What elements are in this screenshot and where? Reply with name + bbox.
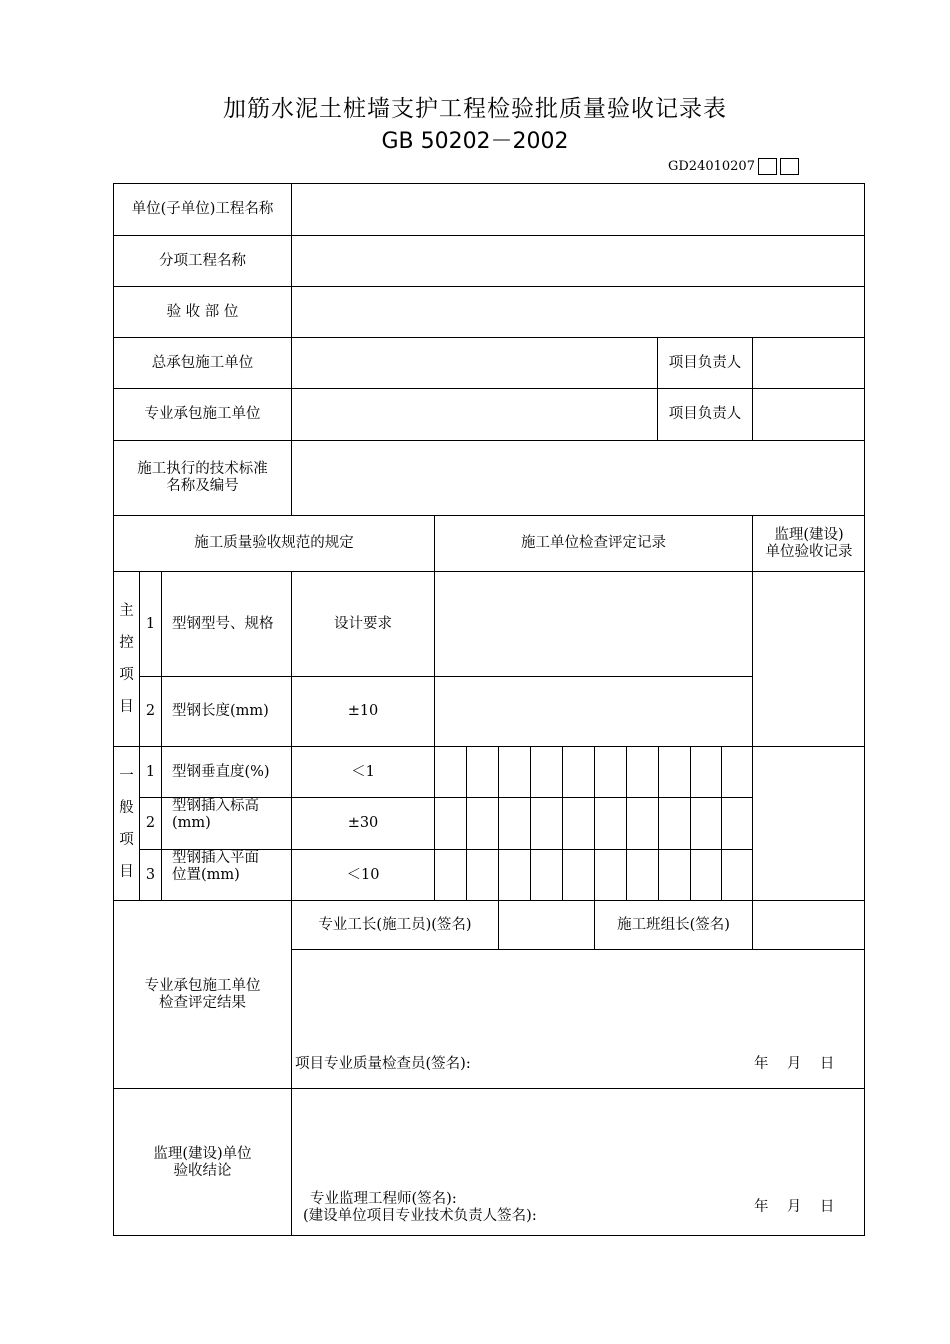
unit-project-name-label: 单位(子单位)工程名称 bbox=[113, 183, 291, 235]
team-leader-signature-label: 施工班组长(签名) bbox=[594, 900, 752, 949]
measure-cell[interactable] bbox=[658, 746, 690, 797]
spec-header: 施工质量验收规范的规定 bbox=[113, 515, 434, 571]
general-char: 一 bbox=[119, 767, 134, 784]
specialty-result-label bbox=[113, 900, 291, 1088]
measure-cell[interactable] bbox=[530, 797, 562, 849]
general-item-2-name-line1: 型钢插入标高 bbox=[172, 798, 259, 814]
measure-cell[interactable] bbox=[626, 849, 658, 900]
main-item-2-no: 2 bbox=[139, 676, 161, 746]
general-item-2-name-line2: (mm) bbox=[172, 815, 211, 831]
measure-cell[interactable] bbox=[434, 797, 466, 849]
measure-cell[interactable] bbox=[498, 746, 530, 797]
unit-project-name-field[interactable] bbox=[291, 183, 865, 235]
general-label bbox=[113, 746, 139, 900]
general-contractor-label: 总承包施工单位 bbox=[113, 337, 291, 388]
general-item-2-no: 2 bbox=[139, 797, 161, 849]
form-title: 加筋水泥土桩墙支护工程检验批质量验收记录表 bbox=[223, 96, 727, 122]
general-char: 项 bbox=[119, 831, 134, 848]
form-code-text: GD24010207 bbox=[668, 159, 755, 174]
measure-cell[interactable] bbox=[690, 849, 721, 900]
general-item-1-no: 1 bbox=[139, 746, 161, 797]
general-item-3-name bbox=[161, 849, 291, 900]
quality-inspector-signature: 项目专业质量检查员(签名): bbox=[295, 1056, 471, 1072]
measure-cell[interactable] bbox=[721, 797, 752, 849]
measure-cell[interactable] bbox=[594, 746, 626, 797]
measure-cell[interactable] bbox=[498, 797, 530, 849]
foreman-signature-field[interactable] bbox=[498, 900, 594, 949]
specialty-result-label-line1: 专业承包施工单位 bbox=[144, 977, 261, 994]
supervision-conclusion-label bbox=[113, 1088, 291, 1236]
main-item-2-record[interactable] bbox=[434, 676, 752, 746]
main-control-char: 主 bbox=[119, 603, 134, 619]
general-char: 目 bbox=[119, 863, 134, 880]
specialty-result-date: 年 月 日 bbox=[754, 1056, 835, 1072]
main-item-1-requirement: 设计要求 bbox=[291, 571, 434, 676]
general-item-3-requirement: ＜10 bbox=[291, 849, 434, 900]
general-contractor-field[interactable] bbox=[291, 337, 657, 388]
measure-cell[interactable] bbox=[530, 746, 562, 797]
specialty-contractor-field[interactable] bbox=[291, 388, 657, 440]
measure-cell[interactable] bbox=[562, 849, 594, 900]
standard-number: GB 50202－2002 bbox=[381, 129, 569, 154]
check-record-header: 施工单位检查评定记录 bbox=[434, 515, 752, 571]
tech-standard-label-line2: 名称及编号 bbox=[166, 478, 239, 494]
general-item-1-name: 型钢垂直度(%) bbox=[161, 746, 291, 797]
measure-cell[interactable] bbox=[690, 746, 721, 797]
main-control-char: 目 bbox=[119, 699, 134, 715]
main-item-1-record[interactable] bbox=[434, 571, 752, 676]
main-control-supervision-record[interactable] bbox=[752, 571, 865, 746]
team-leader-signature-field[interactable] bbox=[752, 900, 865, 949]
main-control-char: 控 bbox=[119, 635, 134, 651]
owner-tech-leader-signature: (建设单位项目专业技术负责人签名): bbox=[303, 1208, 537, 1224]
general-item-3-name-line2: 位置(mm) bbox=[172, 867, 240, 883]
specialty-result-label-line2: 检查评定结果 bbox=[159, 994, 246, 1011]
tech-standard-label bbox=[113, 440, 291, 515]
supervision-engineer-signature: 专业监理工程师(签名): bbox=[310, 1191, 457, 1207]
code-box-1[interactable] bbox=[758, 158, 777, 175]
measure-cell[interactable] bbox=[690, 797, 721, 849]
measure-cell[interactable] bbox=[434, 746, 466, 797]
form-code bbox=[668, 158, 799, 176]
general-supervision-record[interactable] bbox=[752, 746, 865, 900]
measure-cell[interactable] bbox=[594, 797, 626, 849]
general-char: 般 bbox=[119, 799, 134, 816]
main-control-char: 项 bbox=[119, 667, 134, 683]
main-item-1-no: 1 bbox=[139, 571, 161, 676]
foreman-signature-label: 专业工长(施工员)(签名) bbox=[291, 900, 498, 949]
measure-cell[interactable] bbox=[594, 849, 626, 900]
tech-standard-label-line1: 施工执行的技术标准 bbox=[137, 461, 268, 477]
specialty-project-leader-label: 项目负责人 bbox=[657, 388, 752, 440]
measure-cell[interactable] bbox=[562, 797, 594, 849]
main-item-1-name: 型钢型号、规格 bbox=[161, 571, 291, 676]
supervision-header-line2: 单位验收记录 bbox=[765, 543, 853, 560]
general-project-leader-field[interactable] bbox=[752, 337, 865, 388]
sub-project-name-label: 分项工程名称 bbox=[113, 235, 291, 286]
tech-standard-field[interactable] bbox=[291, 440, 865, 515]
supervision-header-line1: 监理(建设) bbox=[774, 526, 844, 543]
code-box-2[interactable] bbox=[780, 158, 799, 175]
measure-cell[interactable] bbox=[626, 797, 658, 849]
measure-cell[interactable] bbox=[466, 746, 498, 797]
measure-cell[interactable] bbox=[434, 849, 466, 900]
sub-project-name-field[interactable] bbox=[291, 235, 865, 286]
main-item-2-requirement: ±10 bbox=[291, 676, 434, 746]
general-item-2-name bbox=[161, 797, 291, 849]
measure-cell[interactable] bbox=[530, 849, 562, 900]
supervision-conclusion-label-line2: 验收结论 bbox=[173, 1162, 232, 1179]
measure-cell[interactable] bbox=[658, 849, 690, 900]
measure-cell[interactable] bbox=[562, 746, 594, 797]
general-item-1-requirement: ＜1 bbox=[291, 746, 434, 797]
measure-cell[interactable] bbox=[721, 849, 752, 900]
supervision-header bbox=[752, 515, 865, 571]
measure-cell[interactable] bbox=[626, 746, 658, 797]
measure-cell[interactable] bbox=[498, 849, 530, 900]
measure-cell[interactable] bbox=[466, 797, 498, 849]
main-item-2-name: 型钢长度(mm) bbox=[161, 676, 291, 746]
acceptance-part-label: 验 收 部 位 bbox=[113, 286, 291, 337]
measure-cell[interactable] bbox=[466, 849, 498, 900]
acceptance-part-field[interactable] bbox=[291, 286, 865, 337]
specialty-contractor-label: 专业承包施工单位 bbox=[113, 388, 291, 440]
measure-cell[interactable] bbox=[658, 797, 690, 849]
measure-cell[interactable] bbox=[721, 746, 752, 797]
general-item-3-no: 3 bbox=[139, 849, 161, 900]
general-item-2-requirement: ±30 bbox=[291, 797, 434, 849]
main-control-label bbox=[113, 571, 139, 746]
supervision-conclusion-date: 年 月 日 bbox=[754, 1199, 835, 1215]
specialty-project-leader-field[interactable] bbox=[752, 388, 865, 440]
general-item-3-name-line1: 型钢插入平面 bbox=[172, 850, 259, 866]
supervision-conclusion-label-line1: 监理(建设)单位 bbox=[153, 1145, 252, 1162]
general-project-leader-label: 项目负责人 bbox=[657, 337, 752, 388]
